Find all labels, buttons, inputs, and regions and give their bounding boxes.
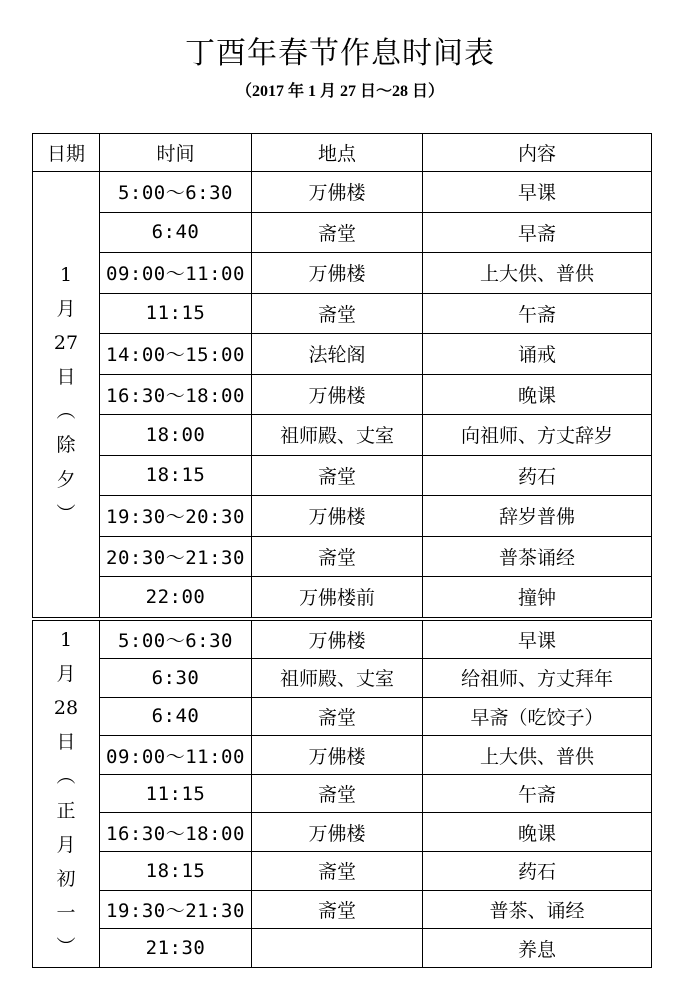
date-char: 月	[56, 833, 76, 856]
time-cell: 18:00	[100, 415, 252, 456]
content-cell: 辞岁普佛	[423, 496, 652, 537]
header-location: 地点	[252, 134, 423, 172]
date-char: ︶	[56, 936, 76, 959]
date-char: 日	[56, 366, 76, 389]
content-cell: 普茶诵经	[423, 536, 652, 577]
content-cell: 午斋	[423, 774, 652, 813]
content-cell: 上大供、普供	[423, 736, 652, 775]
time-cell: 20:30～21:30	[100, 536, 252, 577]
date-char: 28	[53, 697, 79, 720]
date-char: 27	[53, 331, 79, 354]
location-cell: 斋堂	[252, 774, 423, 813]
time-cell: 19:30～21:30	[100, 890, 252, 929]
time-cell: 11:15	[100, 293, 252, 334]
time-cell: 18:15	[100, 455, 252, 496]
location-cell: 斋堂	[252, 697, 423, 736]
table-row	[33, 929, 652, 968]
date-char: ︵	[56, 765, 76, 788]
time-cell: 16:30～18:00	[100, 374, 252, 415]
location-cell: 祖师殿、丈室	[252, 415, 423, 456]
content-cell: 普茶、诵经	[423, 890, 652, 929]
date-char: 1	[59, 628, 73, 651]
location-cell: 万佛楼前	[252, 577, 423, 619]
date-char: 日	[56, 731, 76, 754]
content-cell: 给祖师、方丈拜年	[423, 659, 652, 698]
table-row	[33, 736, 652, 775]
date-range-subtitle: （2017 年 1 月 27 日～28 日）	[235, 83, 444, 100]
table-row	[33, 293, 652, 334]
time-cell: 11:15	[100, 774, 252, 813]
time-cell: 6:40	[100, 697, 252, 736]
location-cell: 斋堂	[252, 852, 423, 891]
time-cell: 09:00～11:00	[100, 253, 252, 294]
location-cell: 斋堂	[252, 890, 423, 929]
content-cell: 养息	[423, 929, 652, 968]
location-cell: 斋堂	[252, 536, 423, 577]
header-date: 日期	[33, 134, 100, 172]
time-cell: 6:40	[100, 212, 252, 253]
table-row	[33, 172, 652, 213]
time-cell: 09:00～11:00	[100, 736, 252, 775]
table-row	[33, 619, 652, 659]
header-content: 内容	[423, 134, 652, 172]
location-cell: 法轮阁	[252, 334, 423, 375]
time-cell: 21:30	[100, 929, 252, 968]
date-char: 一	[56, 902, 76, 925]
table-row	[33, 374, 652, 415]
content-cell: 诵戒	[423, 334, 652, 375]
content-cell: 晚课	[423, 813, 652, 852]
time-cell: 6:30	[100, 659, 252, 698]
time-cell: 19:30～20:30	[100, 496, 252, 537]
table-row	[33, 496, 652, 537]
content-cell: 上大供、普供	[423, 253, 652, 294]
location-cell: 万佛楼	[252, 496, 423, 537]
content-cell: 早斋	[423, 212, 652, 253]
table-row	[33, 697, 652, 736]
date-cell	[33, 172, 100, 619]
content-cell: 早斋（吃饺子）	[423, 697, 652, 736]
content-cell: 撞钟	[423, 577, 652, 619]
location-cell: 万佛楼	[252, 172, 423, 213]
time-cell: 5:00～6:30	[100, 619, 252, 659]
table-row	[33, 577, 652, 619]
date-char: ︶	[56, 502, 76, 525]
date-char: 夕	[56, 468, 76, 491]
content-cell: 向祖师、方丈辞岁	[423, 415, 652, 456]
date-char: ︵	[56, 400, 76, 423]
table-row	[33, 253, 652, 294]
table-row	[33, 455, 652, 496]
content-cell: 药石	[423, 852, 652, 891]
location-cell: 斋堂	[252, 455, 423, 496]
content-cell: 早课	[423, 172, 652, 213]
header-time: 时间	[100, 134, 252, 172]
time-cell: 16:30～18:00	[100, 813, 252, 852]
table-row	[33, 659, 652, 698]
table-row	[33, 890, 652, 929]
date-char: 1	[59, 263, 73, 286]
time-cell: 5:00～6:30	[100, 172, 252, 213]
time-cell: 22:00	[100, 577, 252, 619]
content-cell: 午斋	[423, 293, 652, 334]
header-row	[33, 134, 652, 172]
date-char: 月	[56, 662, 76, 685]
table-row	[33, 212, 652, 253]
time-cell: 14:00～15:00	[100, 334, 252, 375]
location-cell: 万佛楼	[252, 619, 423, 659]
location-cell: 万佛楼	[252, 374, 423, 415]
page-title: 丁酉年春节作息时间表	[185, 36, 495, 71]
location-cell: 斋堂	[252, 293, 423, 334]
location-cell: 斋堂	[252, 212, 423, 253]
content-cell: 早课	[423, 619, 652, 659]
location-cell: 万佛楼	[252, 736, 423, 775]
time-cell: 18:15	[100, 852, 252, 891]
schedule-table	[32, 133, 652, 968]
table-row	[33, 334, 652, 375]
content-cell: 药石	[423, 455, 652, 496]
table-row	[33, 536, 652, 577]
date-cell	[33, 619, 100, 968]
location-cell	[252, 929, 423, 968]
table-row	[33, 852, 652, 891]
table-row	[33, 774, 652, 813]
table-row	[33, 813, 652, 852]
date-char: 正	[56, 799, 76, 822]
date-char: 除	[56, 434, 76, 457]
content-cell: 晚课	[423, 374, 652, 415]
location-cell: 万佛楼	[252, 813, 423, 852]
location-cell: 万佛楼	[252, 253, 423, 294]
date-char: 初	[56, 868, 76, 891]
table-row	[33, 415, 652, 456]
date-char: 月	[56, 297, 76, 320]
location-cell: 祖师殿、丈室	[252, 659, 423, 698]
